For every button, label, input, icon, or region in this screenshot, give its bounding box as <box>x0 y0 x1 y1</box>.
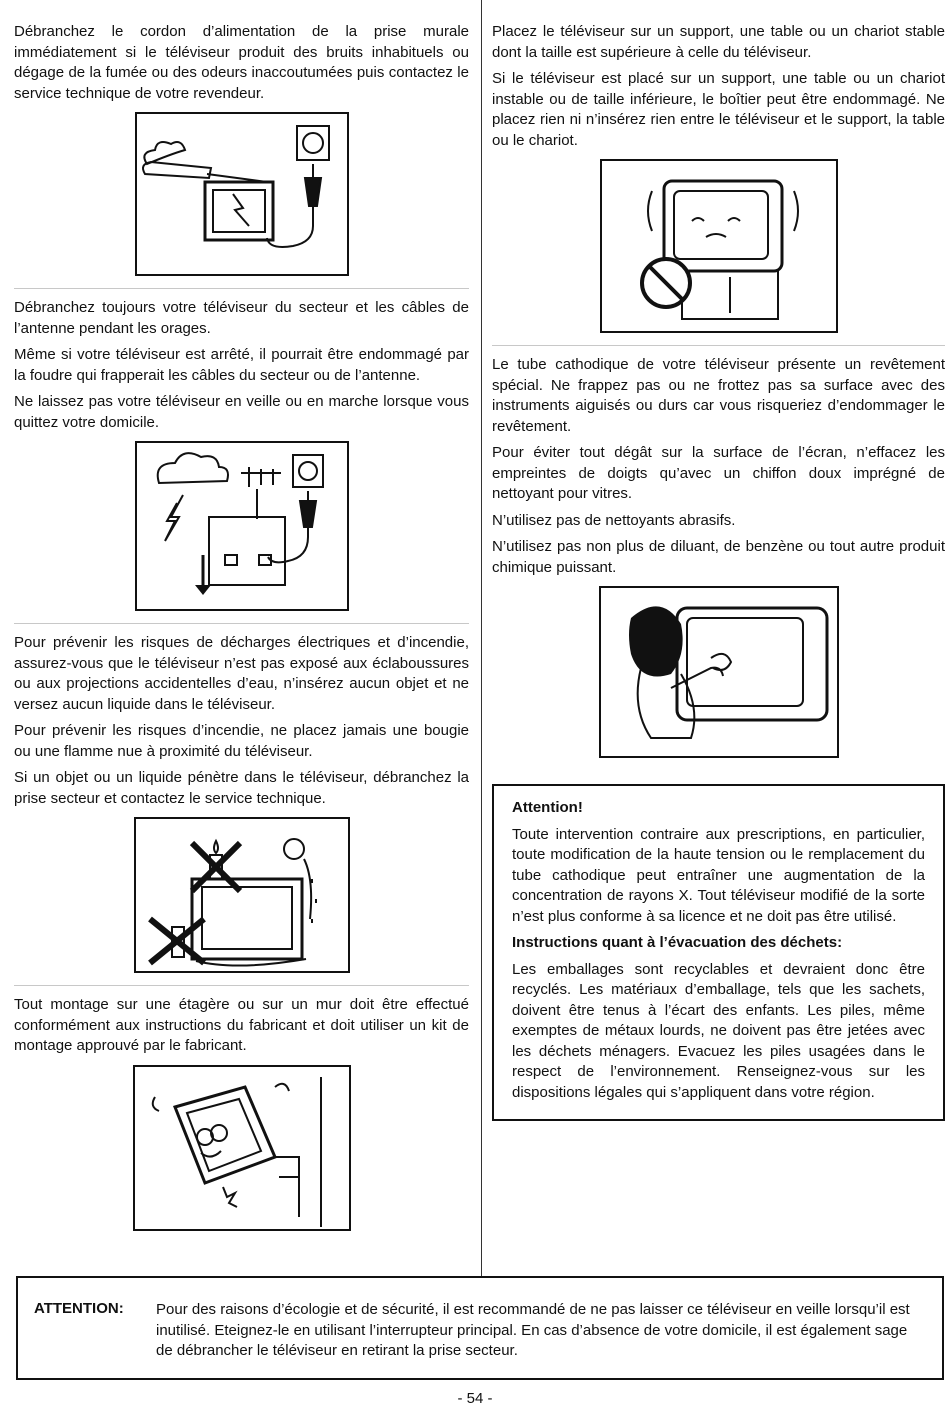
coating-warning-text: Le tube cathodique de votre téléviseur présente un revêtement spécial. Ne frappez pas ou ne frottez pas sa surface avec des instruments aiguisés ou durs car vous risqueriez d’endommager le revêtement. <box>492 356 945 435</box>
left-column <box>14 22 469 1243</box>
warning-title: Attention! <box>512 799 583 816</box>
unstable-support-text: Si le téléviseur est placé sur un support, une table ou un chariot instable ou de taille inférieure, le boîtier peut être endommagé. Ne placez rien ni n’insérez rien entre le téléviseur et le support, la table ou le chariot. <box>492 70 945 149</box>
fingerprint-cleaning-text: Pour éviter tout dégât sur la surface de l’écran, n’effacez les empreintes de doigts qu’avec un chiffon doux imprégné de nettoyant pour vitres. <box>492 444 945 502</box>
abrasive-warning-text: N’utilisez pas de nettoyants abrasifs. <box>492 511 736 529</box>
section-separator <box>492 345 945 346</box>
unplug-smoke-text: Débranchez le cordon d’alimentation de la prise murale immédiatement si le téléviseur produit des bruits inhabituels ou dégage de la fumée ou des odeurs inaccoutumées puis contactez le service technique de votre revendeur. <box>14 23 469 102</box>
lightning-damage-text: Même si votre téléviseur est arrêté, il pourrait être endommagé par la foudre qui frapperait les câbles du secteur ou de l’antenne. <box>14 346 469 384</box>
standby-leave-text: Ne laissez pas votre téléviseur en veille ou en marche lorsque vous quittez votre domicile. <box>14 393 469 431</box>
cleaning-screen-illustration <box>599 586 839 758</box>
attention-text: Pour des raisons d’écologie et de sécurité, il est recommandé de ne pas laisser ce téléviseur en veille lorsqu’il est inutilisé. Eteignez-le en utilisant l’interrupteur principal. En cas d’absence de votre domicile, il est également sage de débrancher le téléviseur en retirant la prise secteur. <box>156 1301 910 1359</box>
splash-warning-text: Pour prévenir les risques de décharges électriques et d’incendie, assurez-vous que le téléviseur n’est pas exposé aux éclaboussures ou aux projections accidentelles d’eau, n’insérez aucun objet et ne versez aucun liquide dans le téléviseur. <box>14 634 469 713</box>
column-divider <box>481 0 482 1278</box>
disposal-title: Instructions quant à l’évacuation des déchets: <box>512 934 843 951</box>
lightning-tv-illustration <box>135 441 349 611</box>
warning-text: Toute intervention contraire aux prescriptions, en particulier, toute modification de la haute tension ou le remplacement du tube cathodique peut entraîner une augmentation de la concentration de rayons X. Tout téléviseur modifié de la sorte n’est plus conforme à sa licence et ne doit pas être utilisé. <box>512 825 925 925</box>
unstable-stand-illustration <box>600 159 838 333</box>
smoke-tv-illustration <box>135 112 349 276</box>
section-separator <box>14 288 469 289</box>
section-separator <box>14 623 469 624</box>
stable-support-text: Placez le téléviseur sur un support, une table ou un chariot stable dont la taille est supérieure à celle du téléviseur. <box>492 23 945 61</box>
attention-label: ATTENTION: <box>34 1300 124 1317</box>
attention-box <box>16 1276 944 1380</box>
chemical-warning-text: N’utilisez pas non plus de diluant, de benzène ou tout autre produit chimique puissant. <box>492 538 945 576</box>
right-column <box>492 22 945 1121</box>
warning-box <box>492 784 945 1121</box>
liquid-ingress-text: Si un objet ou un liquide pénètre dans le téléviseur, débranchez la prise secteur et contactez le service technique. <box>14 769 469 807</box>
section-separator <box>14 985 469 986</box>
candle-liquid-illustration <box>134 817 350 973</box>
wall-mount-text: Tout montage sur une étagère ou sur un mur doit être effectué conformément aux instructions du fabricant et doit utiliser un kit de montage approuvé par le fabricant. <box>14 996 469 1054</box>
storm-unplug-text: Débranchez toujours votre téléviseur du secteur et les câbles de l’antenne pendant les orages. <box>14 299 469 337</box>
falling-tv-illustration <box>133 1065 351 1231</box>
disposal-text: Les emballages sont recyclables et devraient donc être recyclés. Les matériaux d’emballage, tels que les sachets, doivent être tenus à l’écart des enfants. Les piles, même exemptes de métaux lourds, ne doivent pas être jetées avec les déchets ménagers. Evacuez les piles usagées dans le respect de l’environnement. Renseignez-vous sur les dispositions légales qui s’appliquent dans votre région. <box>512 960 925 1101</box>
page-number: - 54 - <box>457 1390 493 1407</box>
candle-warning-text: Pour prévenir les risques d’incendie, ne placez jamais une bougie ou une flamme nue à proximité du téléviseur. <box>14 722 469 760</box>
